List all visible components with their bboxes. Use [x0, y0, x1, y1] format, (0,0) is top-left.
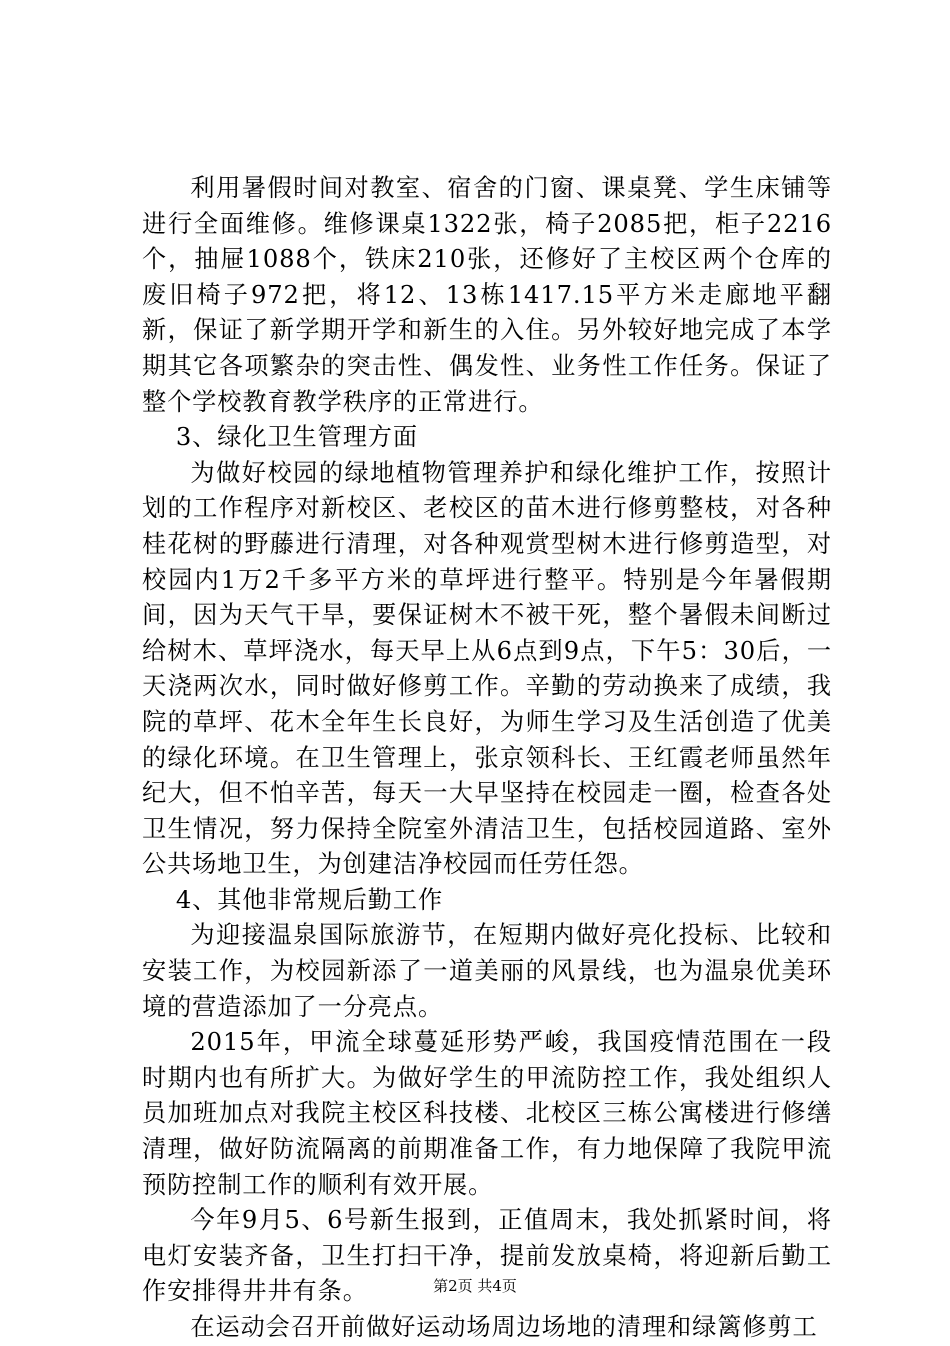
paragraph-greening: 为做好校园的绿地植物管理养护和绿化维护工作，按照计划的工作程序对新校区、老校区的苗木进行修剪整枝，对各种桂花树的野藤进行清理，对各种观赏型树木进行修剪造型，对校园内1万2千多平方米的草坪进行整平。特别是今年暑假期间，因为天气干旱，要保证树木不被干死，整个暑假未间断过给树木、草坪浇水，每天早上从6点到9点，下午5：30后，一天浇两次水，同时做好修剪工作。辛勤的劳动换来了成绩，我院的草坪、花木全年生长良好，为师生学习及生活创造了优美的绿化环境。在卫生管理上，张京领科长、王红霞老师虽然年纪大，但不怕辛苦，每天一大早坚持在校园走一圈，检查各处卫生情况，努力保持全院室外清洁卫生，包括校园道路、室外公共场地卫生，为创建洁净校园而任劳任怨。 [142, 458, 832, 879]
paragraph-sports-meet: 在运动会召开前做好运动场周边场地的清理和绿篱修剪工 [190, 1313, 818, 1341]
section-heading-greening: 3、绿化卫生管理方面 [175, 423, 418, 452]
paragraph-repairs: 利用暑假时间对教室、宿舍的门窗、课桌凳、学生床铺等进行全面维修。维修课桌1322张，椅子2085把，柜子2216个，抽屉1088个，铁床210张，还修好了主校区两个仓库的废旧椅子972把，将12、13栋1417.15平方米走廊地平翻新，保证了新学期开学和新生的入住。另外较好地完成了本学期其它各项繁杂的突击性、偶发性、业务性工作任务。保证了整个学校教育教学秩序的正常进行。 [142, 174, 832, 416]
paragraph-flu-prevention: 2015年，甲流全球蔓延形势严峻，我国疫情范围在一段时期内也有所扩大。为做好学生的甲流防控工作，我处组织人员加班加点对我院主校区科技楼、北校区三栋公寓楼进行修缮清理，做好防流隔离的前期准备工作，有力地保障了我院甲流预防控制工作的顺利有效开展。 [142, 1028, 832, 1199]
section-heading-other-work: 4、其他非常规后勤工作 [175, 885, 444, 914]
paragraph-new-students: 今年9月5、6号新生报到，正值周末，我处抓紧时间，将电灯安装齐备，卫生打扫干净，提前发放桌椅，将迎新后勤工作安排得井井有条。 [142, 1206, 832, 1306]
document-body [142, 171, 832, 1346]
page-footer: 第2页 共4页 [433, 1277, 517, 1295]
paragraph-festival: 为迎接温泉国际旅游节，在短期内做好亮化投标、比较和安装工作，为校园新添了一道美丽的风景线，也为温泉优美环境的营造添加了一分亮点。 [142, 921, 832, 1021]
